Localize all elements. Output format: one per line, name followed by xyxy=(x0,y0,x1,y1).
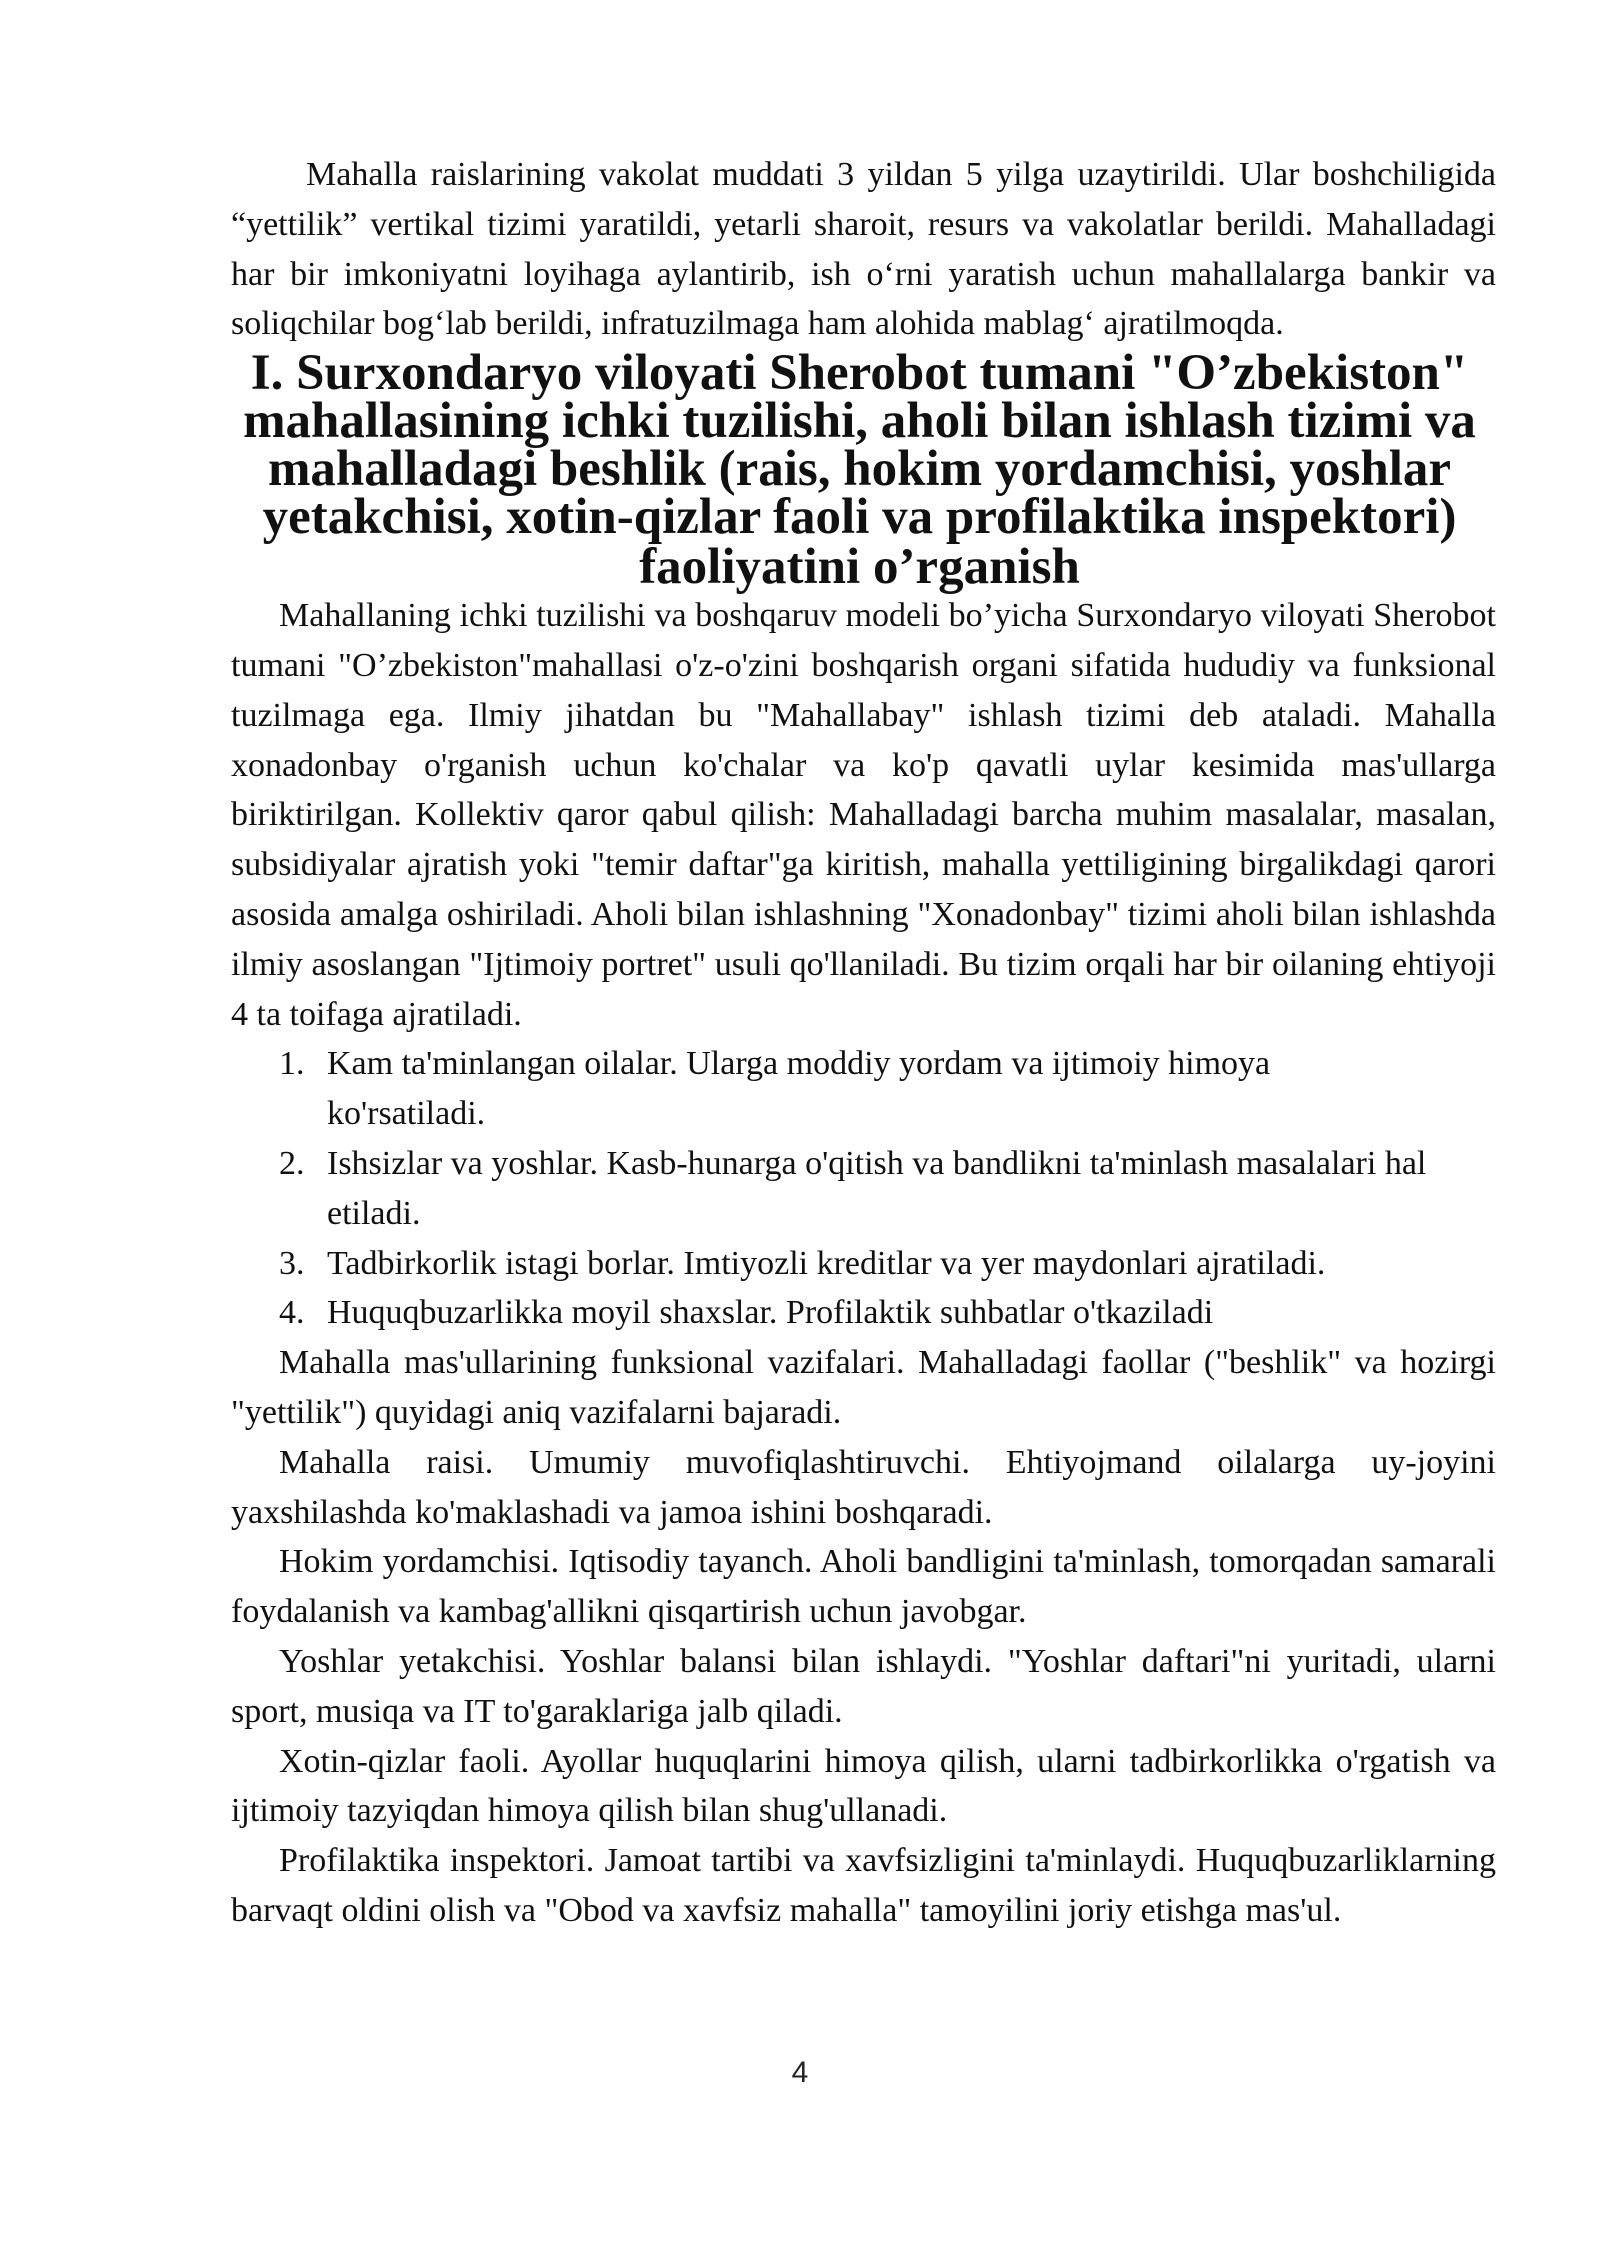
list-item-number: 1. xyxy=(279,1045,305,1083)
role-paragraph-hokim-yordamchisi: Hokim yordamchisi. Iqtisodiy tayanch. Aholi bandligini ta'minlash, tomorqadan samarali foydalanish va kambag'allikni qisqartirish uchun javobgar. xyxy=(231,1543,1496,1631)
list-item-number: 2. xyxy=(279,1144,305,1182)
role-paragraph-profilaktika-inspektori: Profilaktika inspektori. Jamoat tartibi va xavfsizligini ta'minlaydi. Huquqbuzarliklarning barvaqt oldini olish va "Obod va xavfsiz mahalla" tamoyilini joriy etishga mas'ul. xyxy=(231,1842,1496,1929)
role-paragraph-rais: Mahalla raisi. Umumiy muvofiqlashtiruvchi. Ehtiyojmand oilalarga uy-joyini yaxshilashda ko'maklashadi va jamoa ishini boshqaradi. xyxy=(231,1443,1496,1531)
role-paragraph-yoshlar-yetakchisi: Yoshlar yetakchisi. Yoshlar balansi bilan ishlaydi. "Yoshlar daftari"ni yuritadi, ularni sport, musiqa va IT to'garaklariga jalb qiladi. xyxy=(231,1642,1496,1730)
category-list xyxy=(231,1039,1496,1338)
section-heading xyxy=(231,345,1496,596)
list-item-text: Tadbirkorlik istagi borlar. Imtiyozli kreditlar va yer maydonlari ajratiladi. xyxy=(327,1244,1326,1282)
list-item-number: 3. xyxy=(279,1244,305,1282)
section-heading-main: I. Surxondaryo viloyati Sherobot tumani "O’zbekiston" mahallasining ichki tuzilishi, aholi bilan ishlash tizimi va mahalladagi beshlik (rais, hokim yordamchisi, yoshlar yetakchisi, xotin-qizlar faoli va profilaktika inspektori) xyxy=(243,345,1476,546)
body-paragraph: Mahallaning ichki tuzilishi va boshqaruv modeli bo’yicha Surxondaryo viloyati Sherobot tumani "O’zbekiston"mahallasi o'z-o'zini boshqarish organi sifatida hududiy va funksional tuzilmaga ega. Ilmiy jihatdan bu "Mahallabay" ishlash tizimi deb ataladi. Mahalla xonadonbay o'rganish uchun ko'chalar va ko'p qavatli uylar kesimida mas'ullarga biriktirilgan. Kollektiv qaror qabul qilish: Mahalladagi barcha muhim masalalar, masalan, subsidiyalar ajratish yoki "temir daftar"ga kiritish, mahalla yettiligining birgalikdagi qarori asosida amalga oshiriladi. Aholi bilan ishlashning "Xonadonbay" tizimi aholi bilan ishlashda ilmiy asoslangan "Ijtimoiy portret" usuli qo'llaniladi. Bu tizim orqali har bir oilaning ehtiyoji 4 ta toifaga ajratiladi. xyxy=(231,597,1496,1033)
list-item-text: Kam ta'minlangan oilalar. Ularga moddiy yordam va ijtimoiy himoya ko'rsatiladi. xyxy=(327,1045,1271,1133)
list-item xyxy=(231,1239,1496,1289)
page-number: 4 xyxy=(791,2056,809,2089)
list-item-text: Huquqbuzarlikka moyil shaxslar. Profilaktik suhbatlar o'tkaziladi xyxy=(327,1294,1214,1332)
functions-paragraph: Mahalla mas'ullarining funksional vazifalari. Mahalladagi faollar ("beshlik" va hozirgi "yettilik") quyidagi aniq vazifalarni bajaradi. xyxy=(231,1344,1496,1431)
list-item xyxy=(231,1039,1496,1139)
section-heading-last-line: faoliyatini o’rganish xyxy=(639,539,1080,596)
list-item-text: Ishsizlar va yoshlar. Kasb-hunarga o'qitish va bandlikni ta'minlash masalalari hal etiladi. xyxy=(327,1144,1427,1232)
document-page xyxy=(231,150,1496,1936)
role-paragraph-xotin-qizlar-faoli: Xotin-qizlar faoli. Ayollar huquqlarini himoya qilish, ularni tadbirkorlikka o'rgatish va ijtimoiy tazyiqdan himoya qilish bilan shug'ullanadi. xyxy=(231,1742,1496,1830)
list-item-number: 4. xyxy=(279,1294,305,1332)
intro-paragraph: Mahalla raislarining vakolat muddati 3 yildan 5 yilga uzaytirildi. Ular boshchiligida “yettilik” vertikal tizimi yaratildi, yetarli sharoit, resurs va vakolatlar berildi. Mahalladagi har bir imkoniyatni loyihaga aylantirib, ish o‘rni yaratish uchun mahallalarga bankir va soliqchilar bog‘lab berildi, infratuzilmaga ham alohida mablag‘ ajratilmoqda. xyxy=(231,156,1496,343)
list-item xyxy=(231,1288,1496,1338)
list-item xyxy=(231,1139,1496,1239)
